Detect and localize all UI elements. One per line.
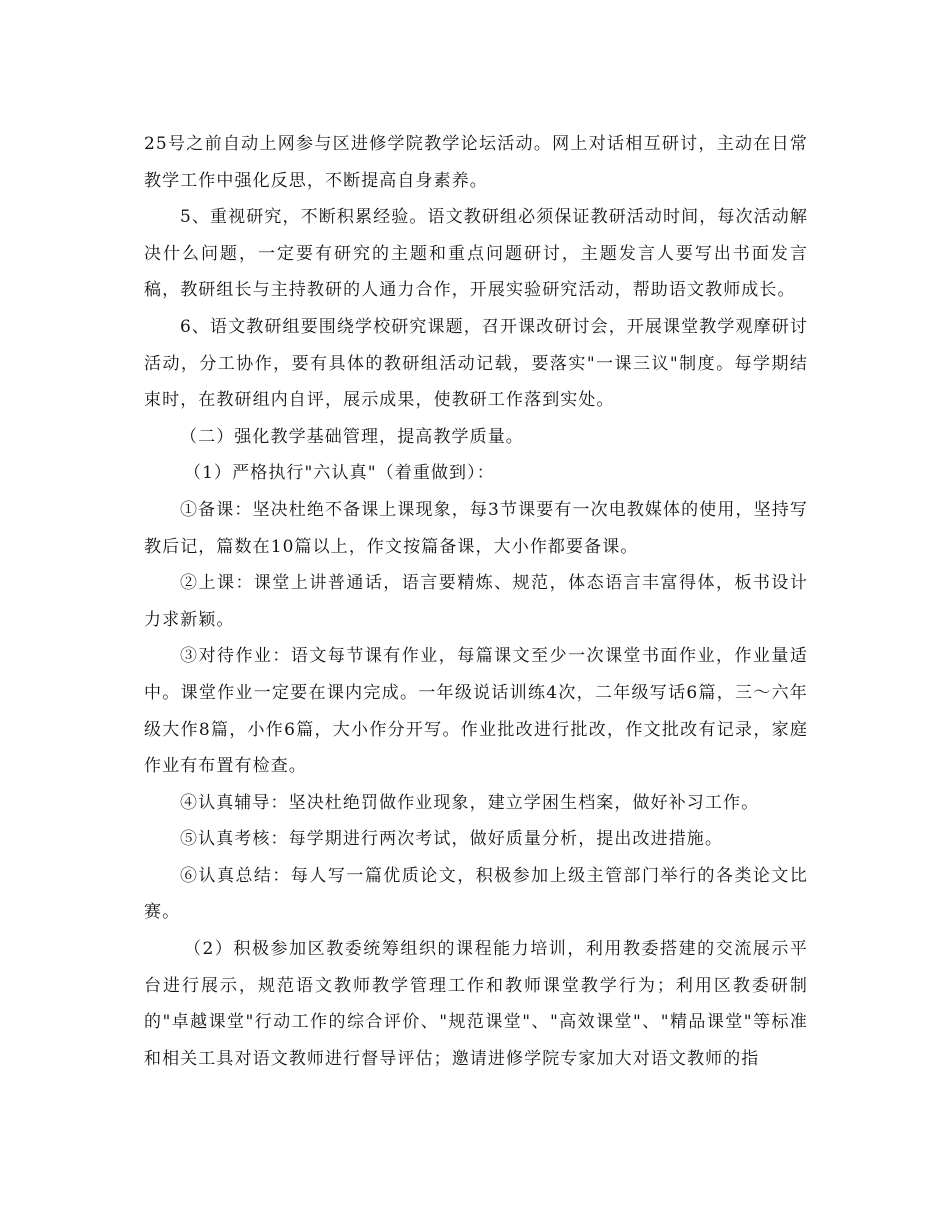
paragraph-continuation: 25号之前自动上网参与区进修学院教学论坛活动。网上对话相互研讨，主动在日常教学工作中强化反思，不断提高自身素养。: [144, 134, 808, 191]
section-heading: （二）强化教学基础管理，提高教学质量。: [180, 426, 524, 447]
list-item-assessment: ⑤认真考核：每学期进行两次考试，做好质量分析，提出改进措施。: [180, 829, 723, 850]
paragraph-item-5: 5、重视研究，不断积累经验。语文教研组必须保证教研活动时间，每次活动解决什么问题，一定要有研究的主题和重点问题研讨，主题发言人要写出书面发言稿，教研组长与主持教研的人通力合作，开展实验研究活动，帮助语文教师成长。: [144, 207, 808, 301]
subsection-heading-1: （1）严格执行"六认真"（着重做到）：: [184, 463, 495, 484]
list-item-teaching: ②上课：课堂上讲普通话，语言要精炼、规范，体态语言丰富得体，板书设计力求新颖。: [144, 573, 808, 630]
list-item-lesson-prep: ①备课：坚决杜绝不备课上课现象，每3节课要有一次电教媒体的使用，坚持写教后记，篇数在10篇以上，作文按篇备课，大小作都要备课。: [144, 499, 808, 557]
paragraph-item-6: 6、语文教研组要围绕学校研究课题，召开课改研讨会，开展课堂教学观摩研讨活动，分工协作，要有具体的教研组活动记载，要落实"一课三议"制度。每学期结束时，在教研组内自评，展示成果，使教研工作落到实处。: [144, 316, 808, 411]
document-body: [144, 126, 808, 1077]
list-item-tutoring: ④认真辅导：坚决杜绝罚做作业现象，建立学困生档案，做好补习工作。: [180, 792, 760, 813]
subsection-paragraph-2: （2）积极参加区教委统筹组织的课程能力培训，利用教委搭建的交流展示平台进行展示，规范语文教师教学管理工作和教师课堂教学行为；利用区教委研制的"卓越课堂"行动工作的综合评价、"规范课堂"、"高效课堂"、"精品课堂"等标准和相关工具对语文教师进行督导评估；邀请进修学院专家加大对语文教师的指: [144, 939, 808, 1069]
list-item-summary: ⑥认真总结：每人写一篇优质论文，积极参加上级主管部门举行的各类论文比赛。: [144, 865, 808, 923]
list-item-homework: ③对待作业：语文每节课有作业，每篇课文至少一次课堂书面作业，作业量适中。课堂作业一定要在课内完成。一年级说话训练4次，二年级写话6篇，三～六年级大作8篇，小作6篇，大小作分开写。作业批改进行批改，作文批改有记录，家庭作业有布置有检查。: [144, 646, 808, 777]
